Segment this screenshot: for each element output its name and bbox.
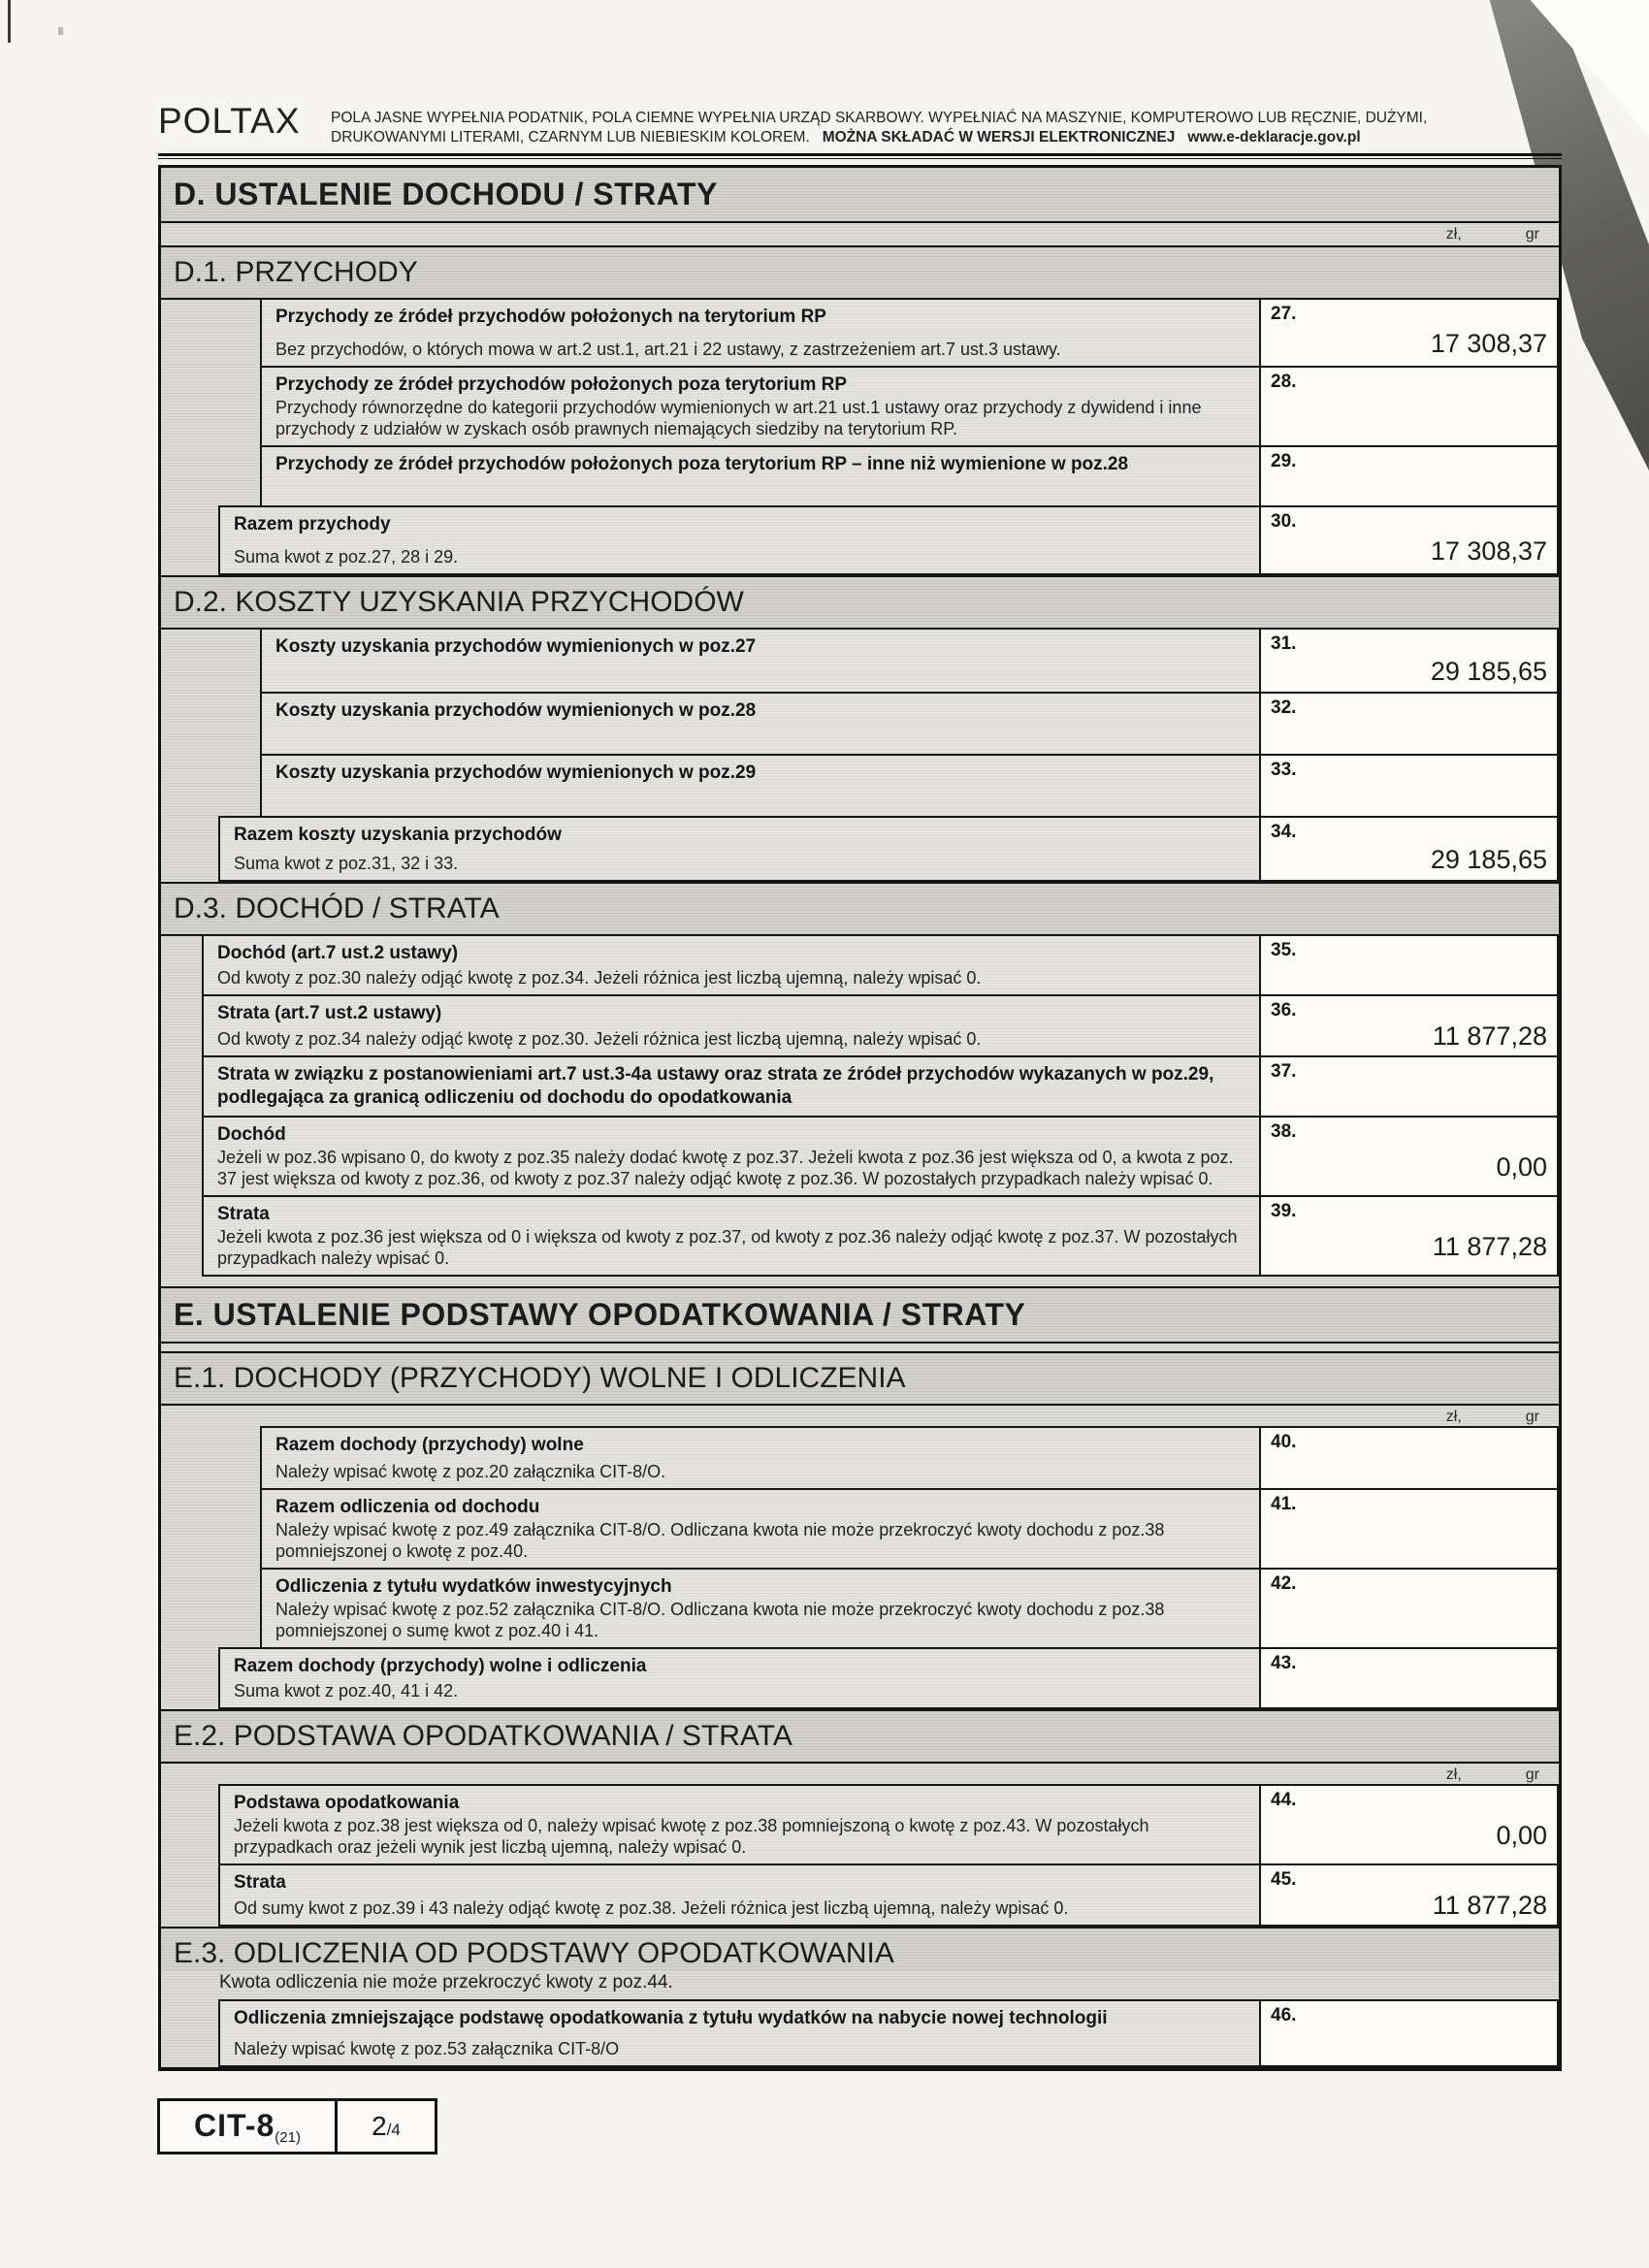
field-amount: 11 877,28 — [1432, 1021, 1547, 1051]
row-title: Razem koszty uzyskania przychodów — [234, 825, 562, 845]
row-33-label — [262, 756, 1259, 816]
row-41-value-box — [1259, 1490, 1557, 1568]
section-e3-header: E.3. ODLICZENIA OD PODSTAWY OPODATKOWANIA — [161, 1927, 1559, 1970]
instructions-line2: DRUKOWANYMI LITERAMI, CZARNYM LUB NIEBIESKIM KOLOREM. — [331, 129, 810, 146]
row-36 — [202, 994, 1559, 1057]
page-number: 2 — [372, 2111, 387, 2141]
field-number: 27. — [1271, 304, 1297, 324]
row-title: Razem przychody — [234, 514, 391, 535]
row-30-label — [220, 507, 1259, 573]
row-desc: Bez przychodów, o których mowa w art.2 ust.1, art.21 i 22 ustawy, z zastrzeżeniem art.7 ust.3 ustawy. — [275, 340, 1061, 359]
row-29 — [260, 445, 1559, 507]
field-amount — [1261, 1674, 1557, 1707]
form-code: CIT-8 — [194, 2108, 275, 2143]
row-31-value-box — [1259, 630, 1557, 692]
field-number: 36. — [1271, 1000, 1297, 1021]
field-amount: 29 185,65 — [1430, 844, 1547, 874]
row-28-label — [262, 368, 1259, 445]
instructions-line1: POLA JASNE WYPEŁNIA PODATNIK, POLA CIEMNE WYPEŁNIA URZĄD SKARBOWY. WYPEŁNIAĆ NA MASZYNIE, KOMPUTEROWO LUB RĘCZNIE, DUŻYMI, — [331, 110, 1428, 126]
field-number: 31. — [1271, 633, 1297, 654]
field-number: 42. — [1271, 1573, 1297, 1594]
header-divider — [158, 153, 1562, 159]
gr-label: gr — [1525, 226, 1539, 243]
section-d-header: D. USTALENIE DOCHODU / STRATY — [161, 166, 1559, 223]
field-number: 29. — [1271, 451, 1297, 471]
section-d1-header: D.1. PRZYCHODY — [161, 245, 1559, 300]
field-amount — [1261, 961, 1557, 994]
field-amount — [1261, 1515, 1557, 1568]
row-desc: Należy wpisać kwotę z poz.20 załącznika CIT-8/O. — [275, 1462, 666, 1481]
row-39-label — [204, 1197, 1259, 1275]
row-45-label — [220, 1865, 1259, 1925]
row-desc: Przychody równorzędne do kategorii przychodów wymienionych w art.21 ust.1 ustawy oraz przychody z dywidend i inne przychody z udziałów w zyskach osób prawnych niemających siedziby na terytorium RP. — [275, 398, 1202, 438]
efiling-url: www.e-deklaracje.gov.pl — [1187, 129, 1361, 146]
row-42-value-box — [1259, 1570, 1557, 1647]
row-44-value-box — [1259, 1786, 1557, 1863]
row-title: Dochód — [217, 1124, 286, 1145]
currency-units-row — [161, 1406, 1559, 1428]
row-title: Przychody ze źródeł przychodów położonych poza terytorium RP – inne niż wymienione w poz.28 — [275, 454, 1129, 474]
row-38-label — [204, 1118, 1259, 1195]
row-title: Koszty uzyskania przychodów wymienionych w poz.29 — [275, 762, 757, 783]
row-34-value-box — [1259, 818, 1557, 880]
currency-units-row — [161, 223, 1559, 245]
row-40 — [260, 1426, 1559, 1490]
section-e1-header: E.1. DOCHODY (PRZYCHODY) WOLNE I ODLICZENIA — [161, 1351, 1559, 1406]
row-42-label — [262, 1570, 1259, 1647]
row-title: Odliczenia z tytułu wydatków inwestycyjnych — [275, 1576, 672, 1597]
field-amount: 0,00 — [1496, 1151, 1547, 1182]
field-amount: 0,00 — [1496, 1820, 1547, 1850]
form-version: (21) — [275, 2129, 301, 2146]
row-38 — [202, 1116, 1559, 1197]
field-number: 33. — [1271, 760, 1297, 780]
field-amount: 29 185,65 — [1430, 656, 1547, 686]
row-45-value-box — [1259, 1865, 1557, 1925]
row-41 — [260, 1488, 1559, 1570]
section-e-header: E. USTALENIE PODSTAWY OPODATKOWANIA / STRATY — [161, 1286, 1559, 1344]
row-34 — [218, 816, 1559, 882]
row-desc: Od sumy kwot z poz.39 i 43 należy odjąć kwotę z poz.38. Jeżeli różnica jest liczbą ujemną, należy wpisać 0. — [234, 1898, 1069, 1918]
field-number: 39. — [1271, 1201, 1297, 1221]
row-desc: Należy wpisać kwotę z poz.49 załącznika CIT-8/O. Odliczana kwota nie może przekroczyć kwoty dochodu z poz.38 pomniejszonej o kwotę z poz.40. — [275, 1520, 1165, 1561]
section-d3-header: D.3. DOCHÓD / STRATA — [161, 882, 1559, 936]
row-title: Koszty uzyskania przychodów wymienionych w poz.27 — [275, 636, 757, 657]
row-desc: Należy wpisać kwotę z poz.53 załącznika CIT-8/O — [234, 2039, 620, 2058]
row-title: Przychody ze źródeł przychodów położonych poza terytorium RP — [275, 374, 848, 395]
poltax-logo: POLTAX — [158, 101, 301, 141]
row-title: Strata — [234, 1872, 286, 1893]
section-e3-note: Kwota odliczenia nie może przekroczyć kwoty z poz.44. — [219, 1972, 673, 1993]
field-number: 37. — [1271, 1061, 1297, 1082]
row-desc: Należy wpisać kwotę z poz.52 załącznika CIT-8/O. Odliczana kwota nie może przekroczyć kwoty dochodu z poz.38 pomniejszonej o sumę kwot z poz.40 i 41. — [275, 1600, 1165, 1640]
row-desc: Suma kwot z poz.27, 28 i 29. — [234, 547, 459, 567]
field-amount — [1261, 472, 1557, 505]
field-number: 40. — [1271, 1432, 1297, 1452]
row-27-label — [262, 300, 1259, 366]
row-desc: Jeżeli kwota z poz.36 jest większa od 0 i większa od kwoty z poz.37, od kwoty z poz.36 należy odjąć kwotę z poz.37. W pozostałych przypadkach należy wpisać 0. — [217, 1227, 1238, 1268]
row-30 — [218, 505, 1559, 575]
form-instructions — [331, 109, 1495, 147]
row-title: Podstawa opodatkowania — [234, 1793, 460, 1813]
row-30-value-box — [1259, 507, 1557, 573]
row-31 — [260, 628, 1559, 694]
row-title: Razem dochody (przychody) wolne i odliczenia — [234, 1656, 647, 1676]
row-desc: Suma kwot z poz.31, 32 i 33. — [234, 854, 459, 873]
field-amount — [1261, 1453, 1557, 1488]
scan-speck — [8, 0, 11, 43]
row-44 — [218, 1784, 1559, 1865]
row-34-label — [220, 818, 1259, 880]
row-35-value-box — [1259, 936, 1557, 994]
row-33-value-box — [1259, 756, 1557, 816]
form-body — [158, 165, 1562, 2071]
row-40-value-box — [1259, 1428, 1557, 1488]
row-desc: Od kwoty z poz.34 należy odjąć kwotę z poz.30. Jeżeli różnica jest liczbą ujemną, należy wpisać 0. — [217, 1029, 982, 1049]
row-title: Koszty uzyskania przychodów wymienionych w poz.28 — [275, 700, 757, 721]
row-27-value-box — [1259, 300, 1557, 366]
row-44-label — [220, 1786, 1259, 1863]
row-desc: Jeżeli w poz.36 wpisano 0, do kwoty z poz.35 należy dodać kwotę z poz.37. Jeżeli kwota z poz.36 jest większa od 0, a kwota z poz. 37 jest większa od kwoty z poz.36, od kwoty z poz.37 należy odjąć kwotę z poz.36. W pozostałych przypadkach należy wpisać 0. — [217, 1148, 1234, 1188]
row-41-label — [262, 1490, 1259, 1568]
row-title: Strata w związku z postanowieniami art.7 ust.3-4a ustawy oraz strata ze źródeł przychodów wykazanych w poz.29, podlegająca za granicą odliczeniu od dochodu do opodatkowania — [217, 1064, 1214, 1108]
row-43-value-box — [1259, 1649, 1557, 1707]
field-number: 45. — [1271, 1869, 1297, 1890]
row-title: Dochód (art.7 ust.2 ustawy) — [217, 943, 459, 963]
scan-speck — [58, 27, 63, 35]
row-title: Razem dochody (przychody) wolne — [275, 1435, 584, 1455]
zl-label: zł, — [1445, 1766, 1462, 1783]
row-title: Razem odliczenia od dochodu — [275, 1497, 540, 1517]
row-desc: Jeżeli kwota z poz.38 jest większa od 0, należy wpisać kwotę z poz.38 pomniejszoną o kwotę z poz.43. W pozostałych przypadkach oraz jeżeli wynik jest liczbą ujemną, należy wpisać 0. — [234, 1816, 1149, 1857]
row-37-label — [204, 1057, 1259, 1116]
row-36-value-box — [1259, 996, 1557, 1055]
row-40-label — [262, 1428, 1259, 1488]
field-amount — [1261, 719, 1557, 754]
gr-label: gr — [1525, 1766, 1539, 1783]
currency-units-row — [161, 1764, 1559, 1786]
field-number: 44. — [1271, 1790, 1297, 1810]
field-amount: 11 877,28 — [1432, 1231, 1547, 1261]
field-amount — [1261, 781, 1557, 816]
field-amount: 11 877,28 — [1432, 1891, 1547, 1920]
row-title: Przychody ze źródeł przychodów położonych na terytorium RP — [275, 307, 826, 327]
zl-label: zł, — [1445, 1409, 1462, 1425]
row-37 — [202, 1055, 1559, 1118]
row-43 — [218, 1647, 1559, 1709]
page-total: /4 — [386, 2121, 401, 2139]
field-number: 43. — [1271, 1653, 1297, 1673]
row-37-value-box — [1259, 1057, 1557, 1116]
field-number: 38. — [1271, 1121, 1297, 1142]
row-45 — [218, 1863, 1559, 1927]
field-amount — [1261, 1083, 1557, 1116]
row-43-label — [220, 1649, 1259, 1707]
field-number: 46. — [1271, 2005, 1297, 2025]
row-38-value-box — [1259, 1118, 1557, 1195]
field-amount: 17 308,37 — [1430, 535, 1547, 566]
row-33 — [260, 754, 1559, 818]
row-36-label — [204, 996, 1259, 1055]
row-46 — [218, 1999, 1559, 2067]
row-desc: Suma kwot z poz.40, 41 i 42. — [234, 1681, 459, 1701]
row-29-value-box — [1259, 447, 1557, 505]
row-42 — [260, 1568, 1559, 1649]
efiling-notice: MOŻNA SKŁADAĆ W WERSJI ELEKTRONICZNEJ — [822, 129, 1176, 146]
row-32-value-box — [1259, 694, 1557, 754]
zl-label: zł, — [1445, 226, 1462, 243]
page-number-cell — [338, 2101, 435, 2152]
form-code-cell — [160, 2101, 338, 2152]
row-35-label — [204, 936, 1259, 994]
gr-label: gr — [1525, 1409, 1539, 1425]
field-number: 35. — [1271, 940, 1297, 960]
row-32 — [260, 692, 1559, 756]
field-amount — [1261, 2026, 1557, 2065]
row-title: Strata (art.7 ust.2 ustawy) — [217, 1003, 442, 1023]
field-number: 30. — [1271, 511, 1297, 532]
row-title: Odliczenia zmniejszające podstawę opodatkowania z tytułu wydatków na nabycie nowej technologii — [234, 2008, 1108, 2028]
row-39 — [202, 1195, 1559, 1277]
row-title: Strata — [217, 1204, 270, 1224]
row-31-label — [262, 630, 1259, 692]
row-39-value-box — [1259, 1197, 1557, 1275]
section-e2-header: E.2. PODSTAWA OPODATKOWANIA / STRATA — [161, 1709, 1559, 1764]
row-32-label — [262, 694, 1259, 754]
section-d2-header: D.2. KOSZTY UZYSKANIA PRZYCHODÓW — [161, 575, 1559, 630]
row-46-label — [220, 2001, 1259, 2065]
row-46-value-box — [1259, 2001, 1557, 2065]
field-number: 34. — [1271, 822, 1297, 842]
field-number: 32. — [1271, 697, 1297, 718]
row-35 — [202, 934, 1559, 996]
field-amount: 17 308,37 — [1430, 328, 1547, 358]
row-desc: Od kwoty z poz.30 należy odjąć kwotę z poz.34. Jeżeli różnica jest liczbą ujemną, należy wpisać 0. — [217, 968, 982, 988]
row-27 — [260, 298, 1559, 368]
row-28 — [260, 366, 1559, 447]
field-number: 41. — [1271, 1494, 1297, 1514]
row-29-label — [262, 447, 1259, 505]
field-number: 28. — [1271, 372, 1297, 392]
field-amount — [1261, 393, 1557, 445]
form-id-box — [157, 2098, 437, 2155]
field-amount — [1261, 1595, 1557, 1647]
row-28-value-box — [1259, 368, 1557, 445]
